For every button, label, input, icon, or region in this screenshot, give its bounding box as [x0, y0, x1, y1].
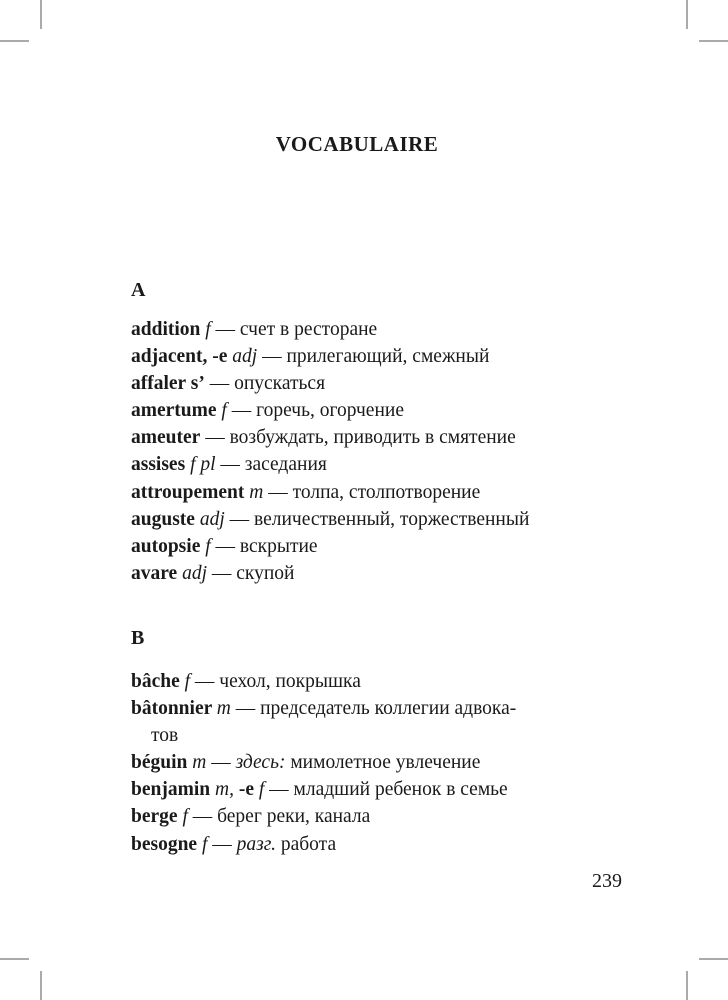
grammar-label: f pl	[190, 454, 216, 476]
vocabulary-entry	[131, 749, 601, 776]
crop-mark	[0, 40, 29, 42]
translation: — председатель коллегии адвока-	[230, 698, 517, 720]
grammar-label: f	[184, 671, 191, 692]
section-letter-a: A	[131, 279, 146, 301]
translation: —	[207, 833, 237, 855]
translation: —	[206, 752, 236, 774]
vocabulary-entry	[131, 451, 601, 478]
page-title: VOCABULAIRE	[275, 132, 439, 156]
headword: -e	[233, 779, 259, 801]
entry-continuation	[131, 722, 601, 749]
translation: — заседания	[215, 454, 327, 476]
grammar-label: здесь:	[235, 752, 286, 774]
vocabulary-entry	[131, 776, 601, 803]
vocabulary-entry	[131, 479, 601, 506]
headword: ameuter	[131, 427, 201, 449]
page-number: 239	[592, 870, 622, 892]
grammar-label: f	[201, 833, 208, 855]
grammar-label: adj	[199, 508, 225, 530]
vocabulary-entry	[131, 533, 601, 560]
headword: attroupement	[131, 481, 250, 503]
headword: amertume	[131, 400, 222, 422]
vocabulary-entry	[131, 343, 601, 370]
crop-mark	[40, 971, 42, 1000]
vocabulary-entry	[131, 668, 601, 695]
vocabulary-entry	[131, 506, 601, 533]
translation: мимолетное увлечение	[285, 752, 481, 774]
translation: — вскрытие	[210, 535, 318, 557]
crop-mark	[40, 0, 42, 29]
vocabulary-entry	[131, 370, 601, 397]
translation: — опускаться	[204, 373, 326, 395]
headword: besogne	[131, 833, 202, 855]
grammar-label: f	[258, 779, 265, 801]
vocabulary-entry	[131, 316, 601, 343]
headword: adjacent, -e	[131, 346, 233, 368]
headword: bâche	[131, 671, 185, 692]
headword: auguste	[131, 508, 200, 530]
crop-mark	[686, 971, 688, 1000]
crop-mark	[0, 958, 29, 960]
vocabulary-entry	[131, 397, 601, 424]
headword: assises	[131, 454, 191, 476]
headword: avare	[131, 562, 183, 584]
crop-mark	[699, 958, 728, 960]
translation: — чехол, покрышка	[190, 671, 361, 692]
grammar-label: f	[182, 806, 188, 828]
grammar-label: adj	[182, 562, 208, 584]
translation: — толпа, столпотворение	[263, 481, 481, 503]
translation: — горечь, огорчение	[226, 400, 404, 422]
entries-a	[131, 316, 601, 587]
translation: работа	[275, 833, 337, 855]
headword: bâtonnier	[131, 698, 217, 720]
vocabulary-entry	[131, 831, 601, 858]
grammar-label: m	[249, 481, 264, 503]
translation: — берег реки, канала	[187, 806, 371, 828]
vocabulary-entry	[131, 560, 601, 587]
headword: affaler s’	[131, 373, 205, 395]
grammar-label: m	[192, 752, 207, 774]
grammar-label: m,	[214, 779, 234, 801]
vocabulary-entry	[131, 803, 601, 830]
translation: — величественный, торжественный	[224, 508, 530, 530]
crop-mark	[686, 0, 688, 29]
entries-b	[131, 668, 601, 858]
section-letter-b: B	[131, 627, 145, 649]
vocabulary-entry	[131, 424, 601, 451]
grammar-label: adj	[232, 346, 258, 368]
grammar-label: разг.	[236, 833, 276, 855]
translation: тов	[151, 725, 179, 747]
translation: — счет в ресторане	[210, 319, 378, 340]
headword: béguin	[131, 752, 193, 774]
crop-mark	[699, 40, 728, 42]
translation: — прилегающий, смежный	[257, 346, 490, 368]
headword: berge	[131, 806, 183, 828]
grammar-label: f	[205, 535, 211, 557]
headword: addition	[131, 319, 206, 340]
grammar-label: f	[205, 319, 211, 340]
headword: benjamin	[131, 779, 215, 801]
grammar-label: f	[221, 400, 227, 422]
vocabulary-entry	[131, 695, 601, 722]
headword: autopsie	[131, 535, 206, 557]
translation: — младший ребенок в семье	[264, 779, 508, 801]
grammar-label: m	[216, 698, 231, 720]
translation: — возбуждать, приводить в смятение	[200, 427, 516, 449]
translation: — скупой	[207, 562, 295, 584]
